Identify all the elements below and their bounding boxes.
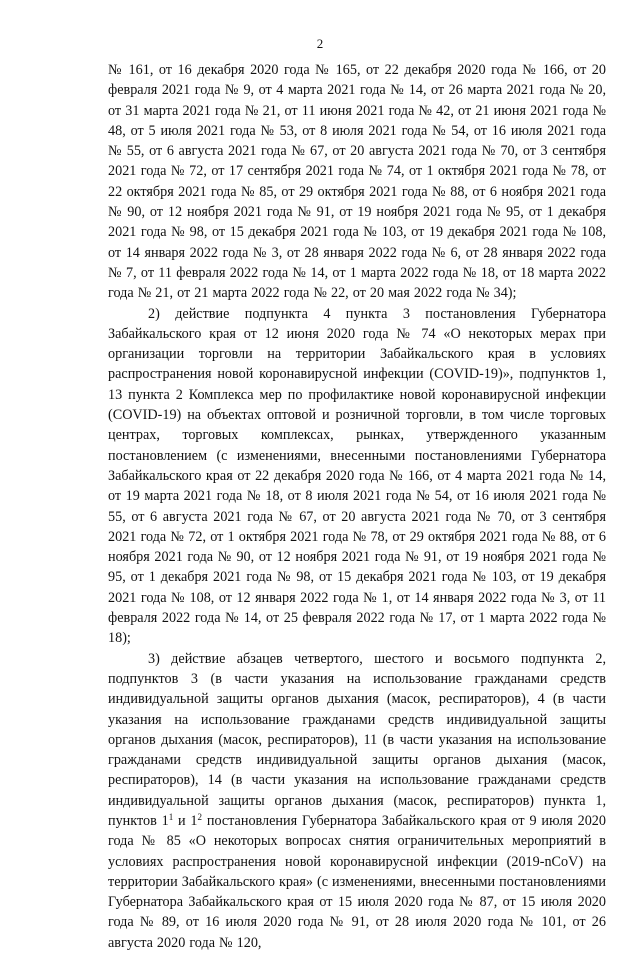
superscript-1: 1 <box>168 811 174 822</box>
paragraph-item-3-part-1: 3) действие абзацев четвертого, шестого и восьмого подпункта 2, подпунктов 3 (в части указания на использование гражданами средств индивидуальной защиты органов дыхания (масок, респираторов), 4 (в части указания на использование гражданами средств индивидуальной защиты органов дыхания (масок, респираторов), 11 (в части указания на использование гражданами средств индивидуальной защиты органов дыхания (масок, респираторов), 14 (в части указания на использование гражданами средств индивидуальной защиты органов дыхания (масок, респираторов) пункта 1, пунктов 1 <box>108 650 606 829</box>
paragraph-continuation: № 161, от 16 декабря 2020 года № 165, от 22 декабря 2020 года № 166, от 20 февраля 2021 года № 9, от 4 марта 2021 года № 14, от 26 марта 2021 года № 20, от 31 марта 2021 года № 21, от 11 июня 2021 года № 42, от 21 июня 2021 года № 48, от 5 июля 2021 года № 53, от 8 июля 2021 года № 54, от 16 июля 2021 года № 55, от 6 августа 2021 года № 67, от 20 августа 2021 года № 70, от 3 сентября 2021 года № 72, от 17 сентября 2021 года № 74, от 1 октября 2021 года № 78, от 22 октября 2021 года № 85, от 29 октября 2021 года № 88, от 6 ноября 2021 года № 90, от 12 ноября 2021 года № 91, от 19 ноября 2021 года № 95, от 1 декабря 2021 года № 98, от 15 декабря 2021 года № 103, от 19 декабря 2021 года № 108, от 14 января 2022 года № 3, от 28 января 2022 года № 6, от 28 января 2022 года № 7, от 11 февраля 2022 года № 14, от 1 марта 2022 года № 18, от 18 марта 2022 года № 21, от 21 марта 2022 года № 22, от 20 мая 2022 года № 34); <box>108 62 606 302</box>
document-body <box>108 60 606 953</box>
paragraph-item-2: 2) действие подпункта 4 пункта 3 постановления Губернатора Забайкальского края от 12 июня 2020 года № 74 «О некоторых мерах при организации торговли на территории Забайкальского края в условиях распространения новой коронавирусной инфекции (COVID-19)», подпунктов 1, 13 пункта 2 Комплекса мер по профилактике новой коронавирусной инфекции (COVID-19) на объектах оптовой и розничной торговли, в том числе торговых центрах, торговых комплексах, рынках, утвержденного указанным постановлением (с изменениями, внесенными постановлениями Губернатора Забайкальского края от 22 декабря 2020 года № 166, от 4 марта 2021 года № 14, от 19 марта 2021 года № 18, от 8 июля 2021 года № 54, от 16 июля 2021 года № 55, от 6 августа 2021 года № 67, от 20 августа 2021 года № 70, от 3 сентября 2021 года № 72, от 1 октября 2021 года № 78, от 29 октября 2021 года № 88, от 6 ноября 2021 года № 90, от 12 ноября 2021 года № 91, от 19 ноября 2021 года № 95, от 1 декабря 2021 года № 98, от 15 декабря 2021 года № 103, от 19 декабря 2021 года № 108, от 12 января 2022 года № 1, от 14 января 2022 года № 3, от 11 февраля 2022 года № 14, от 25 февраля 2022 года № 17, от 1 марта 2022 года № 18); <box>108 305 606 647</box>
paragraph-item-3-part-3: постановления Губернатора Забайкальского края от 9 июля 2020 года № 85 «О некоторых вопросах снятия ограничительных мероприятий в условиях распространения новой коронавирусной инфекции (2019-nCoV) на территории Забайкальского края» (с изменениями, внесенными постановлениями Губернатора Забайкальского края от 15 июля 2020 года № 87, от 15 июля 2020 года № 89, от 16 июля 2020 года № 91, от 28 июля 2020 года № 101, от 26 августа 2020 года № 120, <box>108 812 607 951</box>
superscript-2: 2 <box>197 811 203 822</box>
paragraph-item-3 <box>108 649 606 953</box>
paragraph-item-3-part-2: и 1 <box>173 812 198 829</box>
page-number: 2 <box>316 36 324 51</box>
